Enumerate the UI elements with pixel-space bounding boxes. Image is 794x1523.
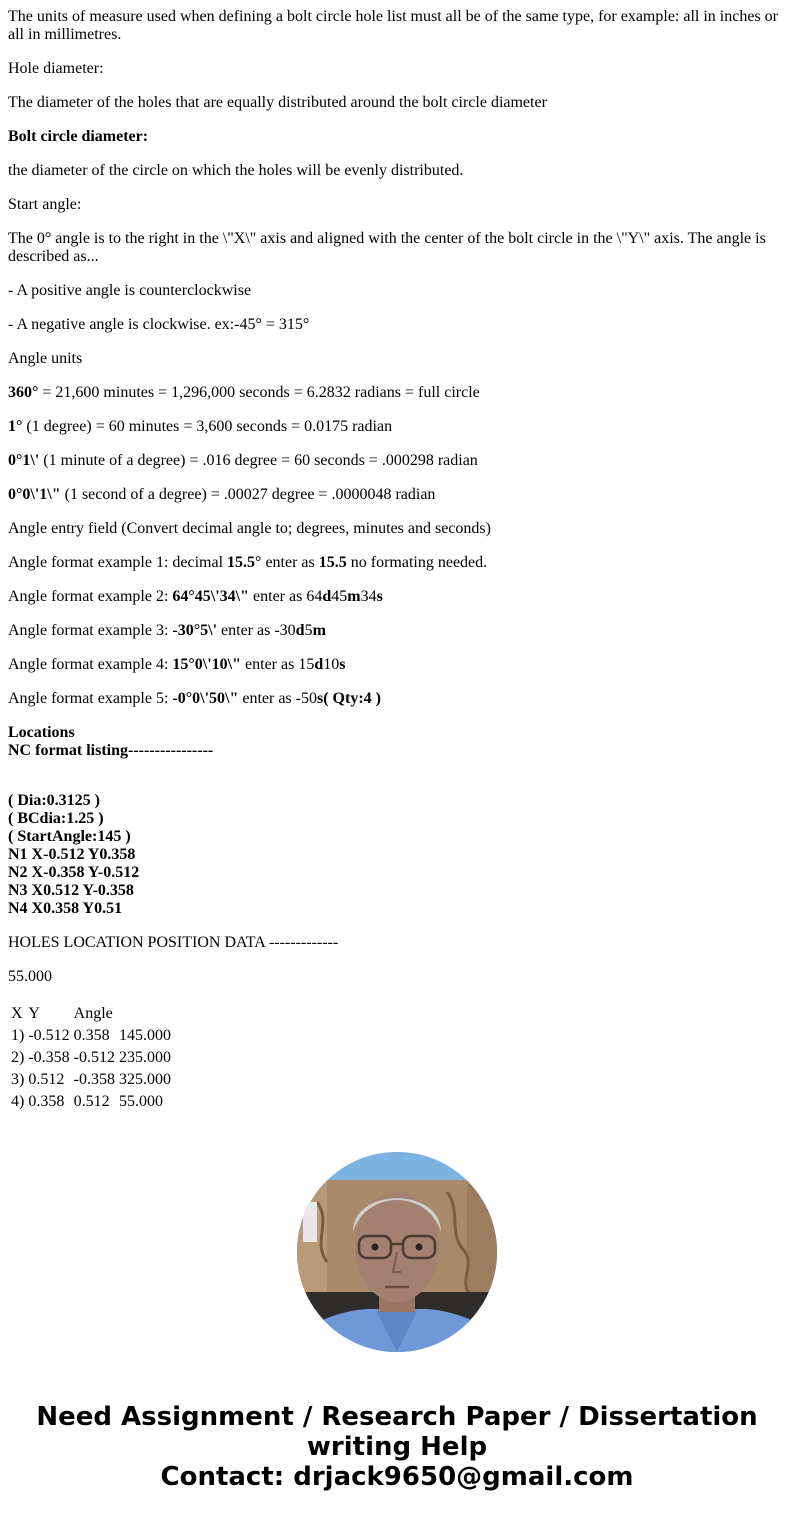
start-angle-desc: The 0° angle is to the right in the \"X\" axis and aligned with the center of the bolt circle in the \"Y\" axis. The angle is described as... xyxy=(8,230,766,265)
angle-unit-desc: (1 degree) = 60 minutes = 3,600 seconds = 0.0175 radian xyxy=(22,418,393,435)
example-text: enter as xyxy=(261,554,319,571)
angle-cell: 325.000 xyxy=(118,1071,171,1088)
contact-banner xyxy=(8,1402,786,1492)
holes-heading: HOLES LOCATION POSITION DATA ------------- xyxy=(8,934,339,951)
y-cell: -0.358 xyxy=(73,1071,115,1088)
example-entry: 15.5 xyxy=(318,554,347,571)
table-row xyxy=(10,1026,172,1046)
nc-format-heading: NC format listing---------------- xyxy=(8,742,214,759)
row-index: 3) xyxy=(11,1071,25,1088)
x-cell: -0.512 xyxy=(28,1027,70,1044)
nc-spacer xyxy=(8,776,786,792)
portrait-image xyxy=(297,1152,497,1352)
y-cell: 0.358 xyxy=(73,1027,110,1044)
x-cell: -0.358 xyxy=(28,1049,70,1066)
contact-email: Contact: drjack9650@gmail.com xyxy=(160,1462,634,1492)
start-angle-label: Start angle: xyxy=(8,196,82,213)
x-cell: 0.358 xyxy=(28,1093,65,1110)
angle-example-1 xyxy=(8,554,786,572)
angle-example-4 xyxy=(8,656,786,674)
example-angle: 15.5° xyxy=(227,554,262,571)
angle-unit-value: 360° xyxy=(8,384,39,401)
angle-unit-row xyxy=(8,452,786,470)
example-angle: -30°5\' xyxy=(172,622,218,639)
nc-line: N4 X0.358 Y0.51 xyxy=(8,900,123,917)
angle-unit-desc: = 21,600 minutes = 1,296,000 seconds = 6.2832 radians = full circle xyxy=(38,384,480,401)
nc-line: ( BCdia:1.25 ) xyxy=(8,810,104,827)
angle-example-5 xyxy=(8,690,786,708)
table-row xyxy=(10,1070,172,1090)
second-marker: s xyxy=(376,588,383,605)
minute-marker: m xyxy=(312,622,326,639)
bolt-circle-label xyxy=(8,128,786,146)
example-angle: -0°0\'50\" xyxy=(172,690,239,707)
positive-angle-note: - A positive angle is counterclockwise xyxy=(8,282,252,299)
header-cell: Angle xyxy=(73,1005,113,1022)
nc-line: ( Dia:0.3125 ) xyxy=(8,792,100,809)
example-text: 34 xyxy=(360,588,377,605)
table-row xyxy=(10,1092,172,1112)
y-cell: 0.512 xyxy=(73,1093,110,1110)
example-text: 5 xyxy=(304,622,313,639)
angle-unit-row xyxy=(8,384,786,402)
angle-cell: 55.000 xyxy=(118,1093,163,1110)
angle-unit-value: 0°0\'1\" xyxy=(8,486,61,503)
second-marker: s xyxy=(339,656,346,673)
angle-example-3 xyxy=(8,622,786,640)
degree-marker: d xyxy=(322,588,332,605)
header-cell: Y xyxy=(28,1005,40,1022)
angle-unit-desc: (1 second of a degree) = .00027 degree = .0000048 radian xyxy=(60,486,436,503)
bolt-circle-desc: the diameter of the circle on which the holes will be evenly distributed. xyxy=(8,162,464,179)
row-index: 4) xyxy=(11,1093,25,1110)
minute-marker: m xyxy=(347,588,361,605)
angle-entry-heading: Angle entry field (Convert decimal angle to; degrees, minutes and seconds) xyxy=(8,520,491,537)
nc-spacer xyxy=(8,760,786,776)
angle-unit-row xyxy=(8,418,786,436)
nc-line: N1 X-0.512 Y0.358 xyxy=(8,846,136,863)
degree-marker: d xyxy=(295,622,305,639)
angle-example-2 xyxy=(8,588,786,606)
example-text: 45 xyxy=(331,588,348,605)
x-cell: 0.512 xyxy=(28,1071,65,1088)
holes-table xyxy=(8,1002,174,1114)
degree-marker: d xyxy=(314,656,324,673)
example-text: enter as -30 xyxy=(217,622,296,639)
header-cell xyxy=(118,1004,172,1024)
table-header-row xyxy=(10,1004,172,1024)
banner-line-1: Need Assignment / Research Paper / Dissertation xyxy=(36,1402,758,1432)
y-cell: -0.512 xyxy=(73,1049,115,1066)
angle-units-heading: Angle units xyxy=(8,350,83,367)
hole-diameter-label: Hole diameter: xyxy=(8,60,104,77)
example-text: enter as 15 xyxy=(241,656,315,673)
nc-listing xyxy=(8,724,786,918)
example-text: Angle format example 5: xyxy=(8,690,173,707)
row-index: 2) xyxy=(11,1049,25,1066)
angle-cell: 145.000 xyxy=(118,1027,171,1044)
angle-unit-value: 0°1\' xyxy=(8,452,40,469)
nc-line: N2 X-0.358 Y-0.512 xyxy=(8,864,140,881)
second-marker: s xyxy=(316,690,324,707)
example-text: Angle format example 1: decimal xyxy=(8,554,228,571)
angle-unit-row xyxy=(8,486,786,504)
angle-cell: 235.000 xyxy=(118,1049,171,1066)
row-index: 1) xyxy=(11,1027,25,1044)
author-photo-container xyxy=(8,1152,786,1352)
angle-unit-desc: (1 minute of a degree) = .016 degree = 60 seconds = .000298 radian xyxy=(39,452,478,469)
header-cell: X xyxy=(11,1005,23,1022)
units-note: The units of measure used when defining a bolt circle hole list must all be of the same type, for example: all in inches or all in millimetres. xyxy=(8,8,778,43)
example-text: Angle format example 2: xyxy=(8,588,173,605)
table-row xyxy=(10,1048,172,1068)
bolt-circle-label-text: Bolt circle diameter: xyxy=(8,128,149,145)
hole-diameter-desc: The diameter of the holes that are equally distributed around the bolt circle diameter xyxy=(8,94,547,111)
negative-angle-note: - A negative angle is clockwise. ex:-45° = 315° xyxy=(8,316,310,333)
example-text: enter as 64 xyxy=(249,588,323,605)
quantity-label: ( Qty:4 ) xyxy=(323,690,381,707)
holes-stray-value: 55.000 xyxy=(8,968,52,985)
example-text: enter as -50 xyxy=(238,690,317,707)
locations-heading: Locations xyxy=(8,724,75,741)
example-text: no formating needed. xyxy=(346,554,488,571)
example-text: Angle format example 4: xyxy=(8,656,173,673)
example-text: 10 xyxy=(323,656,340,673)
nc-line: N3 X0.512 Y-0.358 xyxy=(8,882,134,899)
nc-line: ( StartAngle:145 ) xyxy=(8,828,131,845)
banner-line-2: writing Help xyxy=(306,1432,488,1462)
author-photo xyxy=(297,1152,497,1352)
example-text: Angle format example 3: xyxy=(8,622,173,639)
example-angle: 15°0\'10\" xyxy=(172,656,242,673)
example-angle: 64°45\'34\" xyxy=(172,588,250,605)
angle-unit-value: 1° xyxy=(8,418,23,435)
